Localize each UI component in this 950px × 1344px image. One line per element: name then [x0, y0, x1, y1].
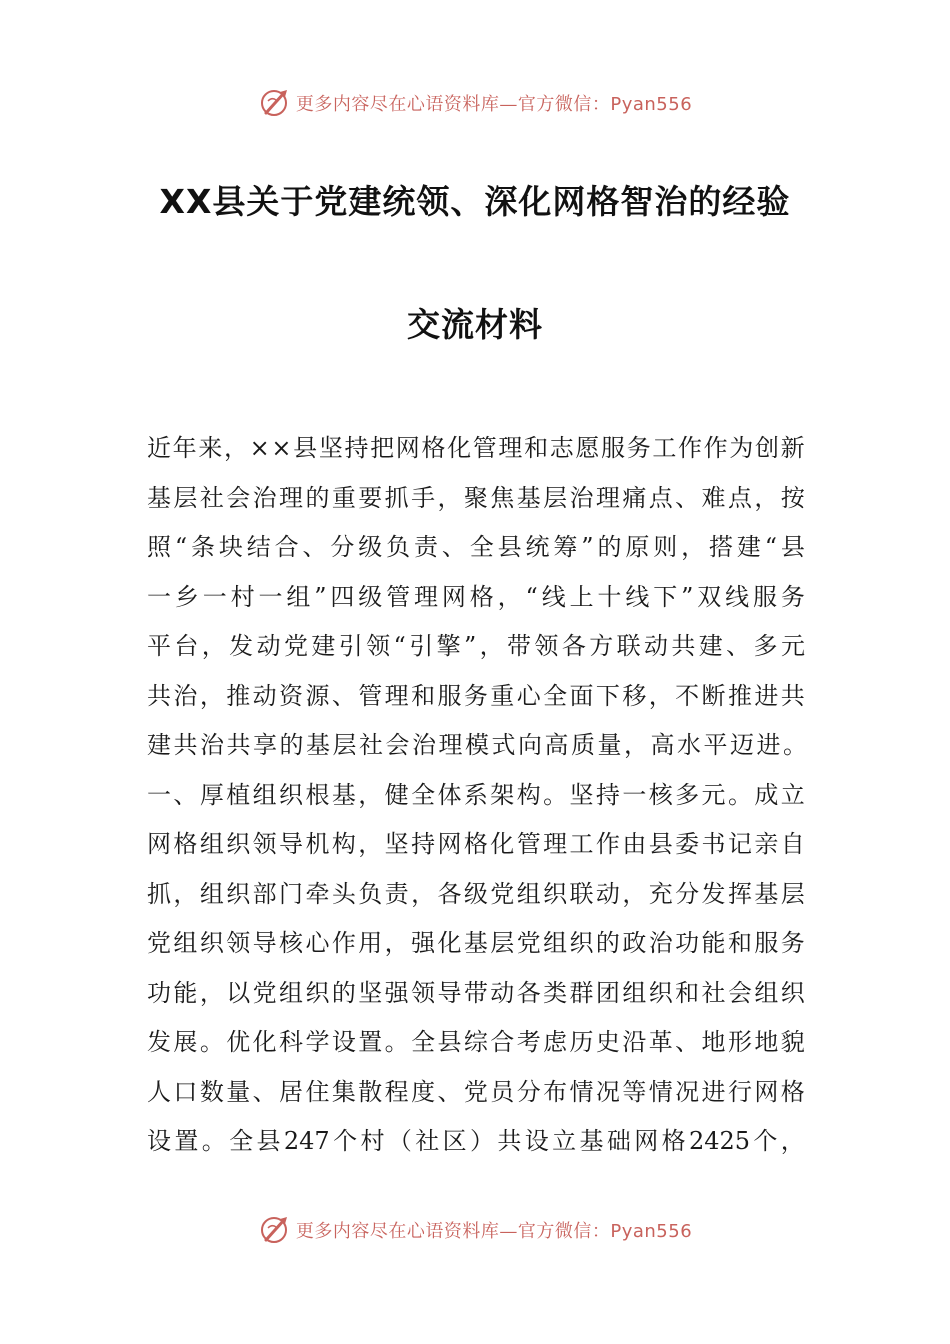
watermark-text: 更多内容尽在心语资料库—官方微信：Pyan556	[295, 1221, 693, 1242]
page-title-line-1: XX县关于党建统领、深化网格智治的经验	[159, 182, 791, 221]
body-paragraphs	[147, 424, 810, 1167]
body-line: 网 格 组 织 领 导 机 构 ， 坚 持 网 格 化 管 理 工 作 由 县 委 书 记 亲 自	[147, 830, 805, 858]
body-line: 人 口 数 量 、 居 住 集 散 程 度 、 党 员 分 布 情 况 等 情 况 进 行 网 格	[147, 1077, 805, 1106]
page-title-line-2: 交流材料	[407, 305, 543, 344]
watermark-text: 更多内容尽在心语资料库—官方微信：Pyan556	[295, 94, 693, 115]
watermark-banner-top	[0, 83, 950, 123]
body-line: 设 置 。 全 县 247 个 村 （ 社 区 ） 共 设 立 基 础 网 格 2425 个 ，	[147, 1127, 805, 1155]
body-line: 发 展 。 优 化 科 学 设 置 。 全 县 综 合 考 虑 历 史 沿 革 、 地 形 地 貌	[147, 1028, 805, 1056]
watermark-banner-bottom	[0, 1210, 950, 1250]
body-line: 平 台 ， 发 动 党 建 引 领 “ 引 擎 ” ， 带 领 各 方 联 动 共 建 、 多 元	[147, 632, 805, 660]
body-line: 照 “ 条 块 结 合 、 分 级 负 责 、 全 县 统 筹 ” 的 原 则 ， 搭 建 “ 县	[147, 533, 805, 561]
body-line: 抓 ， 组 织 部 门 牵 头 负 责 ， 各 级 党 组 织 联 动 ， 充 分 发 挥 基 层	[147, 879, 805, 908]
body-line: 建共治共享的基层社会治理模式向高质量，高水平迈进。	[147, 731, 810, 759]
body-line: 一 、 厚 植 组 织 根 基 ， 健 全 体 系 架 构 。 坚 持 一 核 多 元 。 成 立	[147, 780, 805, 809]
wechat-id: Pyan556	[610, 1221, 693, 1242]
pen-logo-icon	[258, 1213, 292, 1247]
wechat-id: Pyan556	[610, 94, 693, 115]
body-line: 共 治 ， 推 动 资 源 、 管 理 和 服 务 重 心 全 面 下 移 ， 不 断 推 进 共	[147, 681, 805, 710]
body-line: 党 组 织 领 导 核 心 作 用 ， 强 化 基 层 党 组 织 的 政 治 功 能 和 服 务	[147, 929, 805, 957]
body-line: 近 年 来 ， × × 县 坚 持 把 网 格 化 管 理 和 志 愿 服 务 工 作 作 为 创 新	[147, 434, 805, 462]
body-line: 基 层 社 会 治 理 的 重 要 抓 手 ， 聚 焦 基 层 治 理 痛 点 、 难 点 ， 按	[147, 483, 805, 512]
body-line: 功 能 ， 以 党 组 织 的 坚 强 领 导 带 动 各 类 群 团 组 织 和 社 会 组 织	[147, 978, 805, 1007]
pen-logo-icon	[258, 86, 292, 120]
body-line: 一 乡 一 村 一 组 ” 四 级 管 理 网 格 ， “ 线 上 十 线 下 ” 双 线 服 务	[147, 582, 805, 611]
